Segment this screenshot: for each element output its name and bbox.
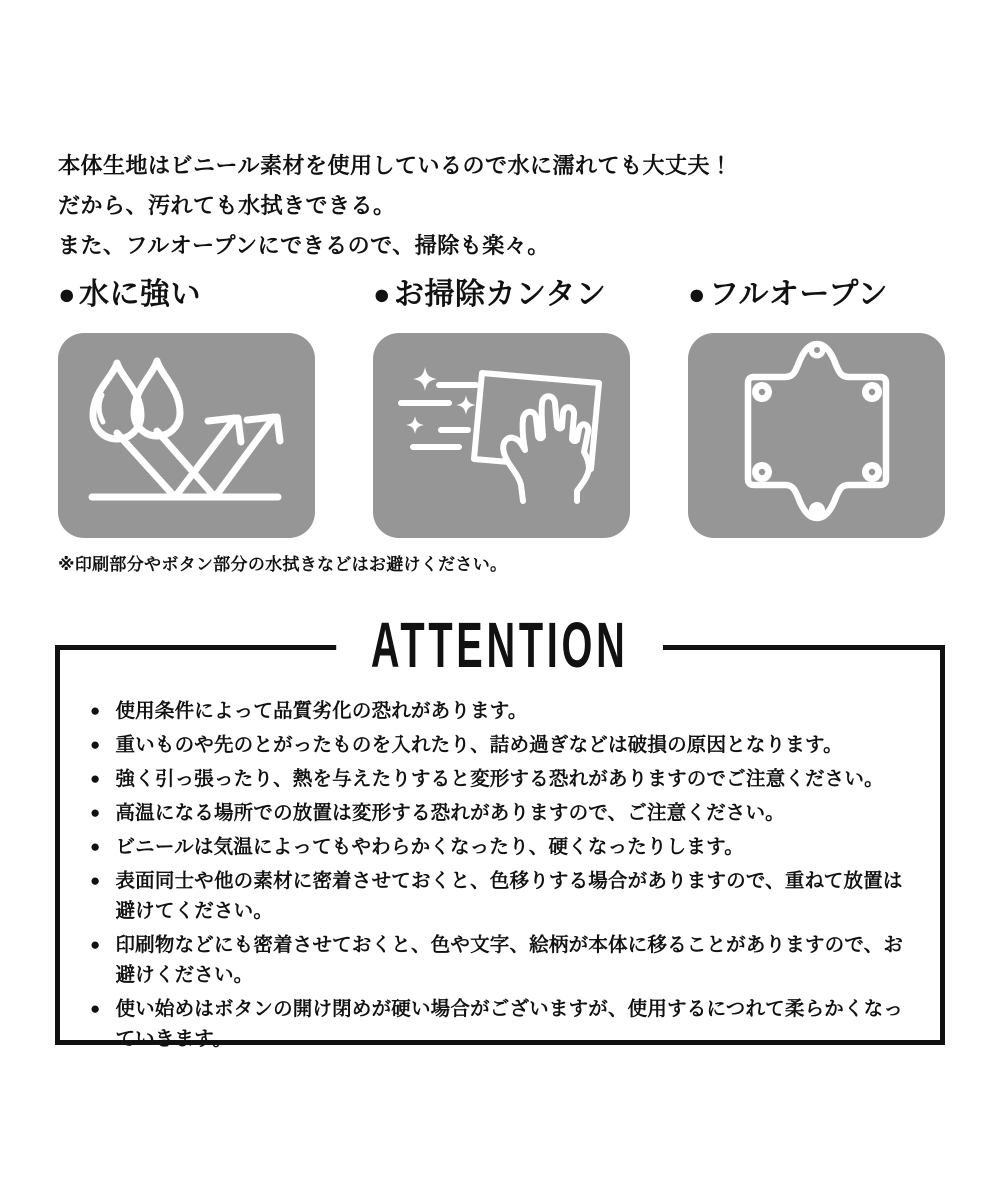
- intro-text: [58, 146, 758, 266]
- feature-label: 水に強い: [79, 278, 202, 311]
- attention-item-text: 表面同士や他の素材に密着させておくと、色移りする場合がありますので、重ねて放置は避けてください。: [115, 870, 903, 922]
- feature-full-open: [688, 272, 945, 538]
- bullet-marker: ●: [90, 837, 101, 856]
- bullet-marker: ●: [90, 871, 101, 890]
- attention-item: [90, 832, 910, 862]
- feature-easy-clean: [373, 272, 630, 538]
- bullet-marker: ●: [90, 935, 101, 954]
- bullet-marker: ●: [90, 701, 101, 720]
- attention-item-text: 使用条件によって品質劣化の恐れがあります。: [115, 700, 528, 722]
- attention-item: [90, 764, 910, 794]
- feature-heading: [688, 272, 945, 318]
- attention-item-text: ビニールは気温によってもやわらかくなったり、硬くなったりします。: [115, 836, 744, 858]
- intro-line: だから、汚れても水拭きできる。: [58, 193, 396, 218]
- attention-header: [60, 607, 940, 683]
- attention-box: [55, 609, 945, 1050]
- feature-heading: [373, 272, 630, 318]
- intro-line: また、フルオープンにできるので、掃除も楽々。: [58, 233, 550, 258]
- attention-item: [90, 696, 910, 726]
- footnote: ※印刷部分やボタン部分の水拭きなどはお避けください。: [58, 555, 508, 574]
- attention-item-text: 強く引っ張ったり、熱を与えたりすると変形する恐れがありますのでご注意ください。: [115, 768, 884, 790]
- water-repellent-icon: [58, 333, 315, 538]
- attention-item-text: 高温になる場所での放置は変形する恐れがありますので、ご注意ください。: [115, 802, 785, 824]
- feature-label: お掃除カンタン: [394, 278, 607, 311]
- bullet-marker: ●: [90, 803, 101, 822]
- attention-item-text: 重いものや先のとがったものを入れたり、詰め過ぎなどは破損の原因となります。: [115, 734, 843, 756]
- full-open-icon: [688, 333, 945, 538]
- attention-item: [90, 730, 910, 760]
- bullet-marker: ●: [90, 735, 101, 754]
- feature-label: フルオープン: [709, 278, 889, 311]
- attention-item-text: 使い始めはボタンの開け閉めが硬い場合がございますが、使用するにつれて柔らかくなっていきます。: [115, 998, 904, 1050]
- feature-water-resistant: [58, 272, 315, 538]
- attention-item: [90, 798, 910, 828]
- attention-item: [90, 866, 910, 926]
- attention-title: ATTENTION: [336, 607, 663, 683]
- attention-item: [90, 994, 910, 1054]
- bullet-marker: ●: [58, 279, 77, 311]
- bullet-marker: ●: [373, 279, 392, 311]
- bullet-marker: ●: [90, 999, 101, 1018]
- bullet-marker: ●: [90, 769, 101, 788]
- attention-item-text: 印刷物などにも密着させておくと、色や文字、絵柄が本体に移ることがありますので、お避けください。: [115, 934, 904, 986]
- bullet-marker: ●: [688, 279, 707, 311]
- intro-line: 本体生地はビニール素材を使用しているので水に濡れても大丈夫！: [58, 153, 733, 178]
- attention-list: [60, 650, 940, 1068]
- wipe-clean-icon: [373, 333, 630, 538]
- attention-item: [90, 930, 910, 990]
- feature-heading: [58, 272, 315, 318]
